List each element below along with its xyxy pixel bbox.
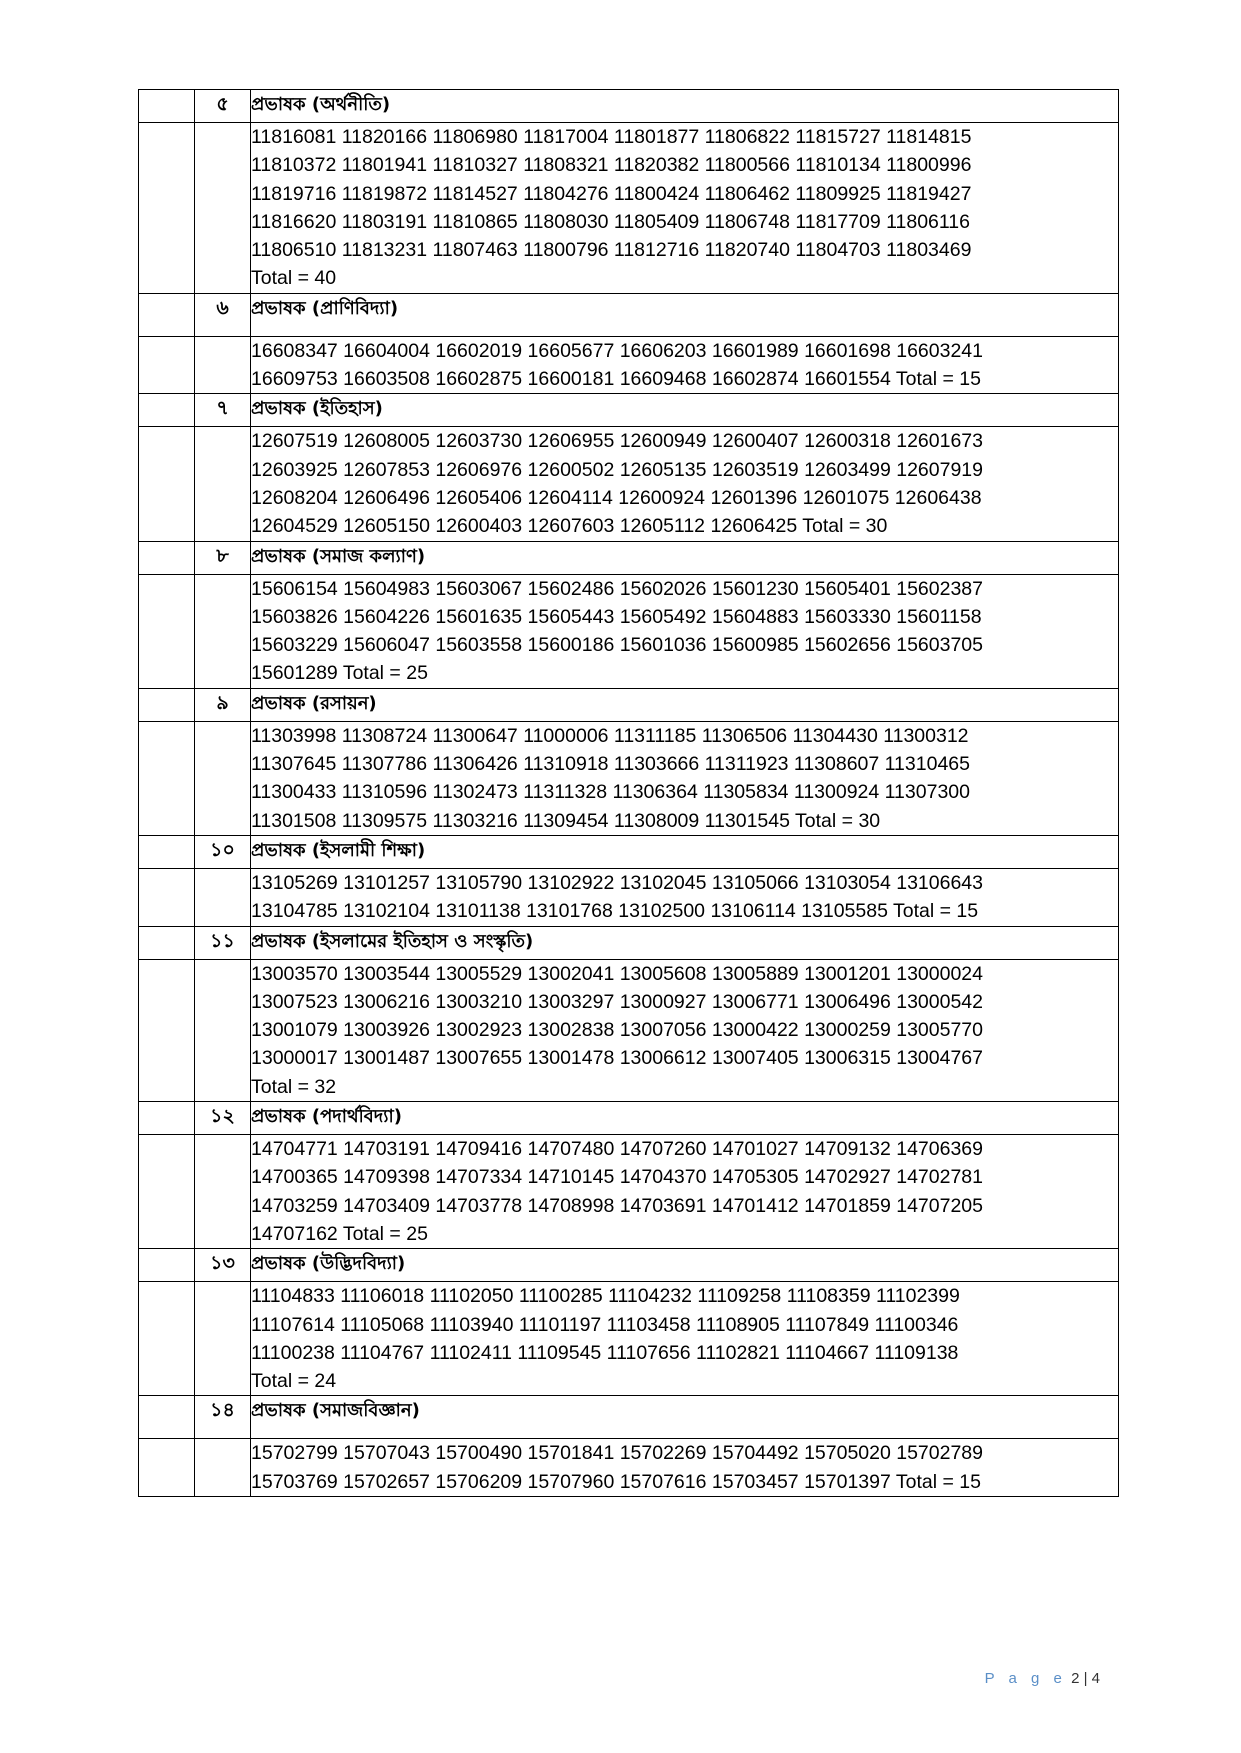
section-header-row — [139, 1249, 1119, 1282]
blank-cell — [195, 868, 251, 926]
section-rolls-row — [139, 721, 1119, 835]
section-number: ১৪ — [195, 1396, 251, 1439]
blank-cell — [139, 721, 195, 835]
blank-cell — [195, 574, 251, 688]
blank-cell — [139, 1249, 195, 1282]
blank-cell — [139, 293, 195, 336]
page-footer — [985, 1670, 1100, 1687]
page-number: 2 — [1071, 1670, 1080, 1687]
blank-cell — [139, 427, 195, 541]
blank-cell — [139, 959, 195, 1101]
blank-cell — [195, 427, 251, 541]
roll-list: 14704771 14703191 14709416 14707480 14707260 14701027 14709132 14706369 14700365 14709398 14707334 14710145 14704370 14705305 14702927 14702781 14703259 14703409 14703778 14708998 14703691 14701412 14701859 14707205 14707162 Total = 25 — [251, 1135, 1119, 1249]
section-rolls-row — [139, 959, 1119, 1101]
blank-cell — [139, 123, 195, 294]
section-rolls-row — [139, 427, 1119, 541]
section-rolls-row — [139, 1135, 1119, 1249]
blank-cell — [139, 1396, 195, 1439]
blank-cell — [195, 123, 251, 294]
blank-cell — [195, 1135, 251, 1249]
section-rolls-row — [139, 123, 1119, 294]
page-separator: | — [1083, 1670, 1088, 1687]
section-header-row — [139, 1102, 1119, 1135]
blank-cell — [139, 926, 195, 959]
section-header-row — [139, 688, 1119, 721]
section-rolls-row — [139, 336, 1119, 394]
section-header-row — [139, 90, 1119, 123]
section-header-row — [139, 835, 1119, 868]
section-rolls-row — [139, 1282, 1119, 1396]
section-rolls-row — [139, 868, 1119, 926]
blank-cell — [139, 1102, 195, 1135]
section-title: প্রভাষক (ইসলামের ইতিহাস ও সংস্কৃতি) — [251, 926, 1119, 959]
roll-list: 13003570 13003544 13005529 13002041 13005608 13005889 13001201 13000024 13007523 13006216 13003210 13003297 13000927 13006771 13006496 13000542 13001079 13003926 13002923 13002838 13007056 13000422 13000259 13005770 13000017 13001487 13007655 13001478 13006612 13007405 13006315 13004767 Total = 32 — [251, 959, 1119, 1101]
blank-cell — [139, 688, 195, 721]
roll-list: 15702799 15707043 15700490 15701841 15702269 15704492 15705020 15702789 15703769 15702657 15706209 15707960 15707616 15703457 15701397 Total = 15 — [251, 1439, 1119, 1497]
section-number: ৬ — [195, 293, 251, 336]
section-rolls-row — [139, 1439, 1119, 1497]
blank-cell — [195, 1439, 251, 1497]
section-number: ১০ — [195, 835, 251, 868]
roll-list: 11303998 11308724 11300647 11000006 11311185 11306506 11304430 11300312 11307645 11307786 11306426 11310918 11303666 11311923 11308607 11310465 11300433 11310596 11302473 11311328 11306364 11305834 11300924 11307300 11301508 11309575 11303216 11309454 11308009 11301545 Total = 30 — [251, 721, 1119, 835]
section-header-row — [139, 541, 1119, 574]
section-number: ৮ — [195, 541, 251, 574]
page-label: P a g e — [984, 1670, 1067, 1687]
section-number: ১১ — [195, 926, 251, 959]
blank-cell — [139, 394, 195, 427]
roll-list: 12607519 12608005 12603730 12606955 12600949 12600407 12600318 12601673 12603925 12607853 12606976 12600502 12605135 12603519 12603499 12607919 12608204 12606496 12605406 12604114 12600924 12601396 12601075 12606438 12604529 12605150 12600403 12607603 12605112 12606425 Total = 30 — [251, 427, 1119, 541]
roll-list: 15606154 15604983 15603067 15602486 15602026 15601230 15605401 15602387 15603826 15604226 15601635 15605443 15605492 15604883 15603330 15601158 15603229 15606047 15603558 15600186 15601036 15600985 15602656 15603705 15601289 Total = 25 — [251, 574, 1119, 688]
page-total: 4 — [1091, 1670, 1100, 1687]
section-rolls-row — [139, 574, 1119, 688]
section-title: প্রভাষক (রসায়ন) — [251, 688, 1119, 721]
blank-cell — [195, 721, 251, 835]
blank-cell — [139, 336, 195, 394]
section-number: ১২ — [195, 1102, 251, 1135]
section-title: প্রভাষক (সমাজ কল্যাণ) — [251, 541, 1119, 574]
section-title: প্রভাষক (প্রাণিবিদ্যা) — [251, 293, 1119, 336]
blank-cell — [139, 1135, 195, 1249]
section-number: ৫ — [195, 90, 251, 123]
blank-cell — [195, 959, 251, 1101]
blank-cell — [139, 868, 195, 926]
section-header-row — [139, 1396, 1119, 1439]
blank-cell — [139, 1282, 195, 1396]
blank-cell — [139, 835, 195, 868]
roll-list: 11816081 11820166 11806980 11817004 11801877 11806822 11815727 11814815 11810372 11801941 11810327 11808321 11820382 11800566 11810134 11800996 11819716 11819872 11814527 11804276 11800424 11806462 11809925 11819427 11816620 11803191 11810865 11808030 11805409 11806748 11817709 11806116 11806510 11813231 11807463 11800796 11812716 11820740 11804703 11803469 Total = 40 — [251, 123, 1119, 294]
roll-list: 16608347 16604004 16602019 16605677 16606203 16601989 16601698 16603241 16609753 16603508 16602875 16600181 16609468 16602874 16601554 Total = 15 — [251, 336, 1119, 394]
section-title: প্রভাষক (সমাজবিজ্ঞান) — [251, 1396, 1119, 1439]
section-number: ১৩ — [195, 1249, 251, 1282]
section-title: প্রভাষক (ইসলামী শিক্ষা) — [251, 835, 1119, 868]
section-number: ৭ — [195, 394, 251, 427]
section-header-row — [139, 293, 1119, 336]
blank-cell — [139, 574, 195, 688]
section-header-row — [139, 394, 1119, 427]
section-title: প্রভাষক (অর্থনীতি) — [251, 90, 1119, 123]
roll-list: 13105269 13101257 13105790 13102922 13102045 13105066 13103054 13106643 13104785 13102104 13101138 13101768 13102500 13106114 13105585 Total = 15 — [251, 868, 1119, 926]
result-table — [138, 89, 1119, 1497]
blank-cell — [139, 1439, 195, 1497]
blank-cell — [139, 541, 195, 574]
blank-cell — [139, 90, 195, 123]
section-title: প্রভাষক (উদ্ভিদবিদ্যা) — [251, 1249, 1119, 1282]
section-title: প্রভাষক (পদার্থবিদ্যা) — [251, 1102, 1119, 1135]
blank-cell — [195, 336, 251, 394]
section-header-row — [139, 926, 1119, 959]
section-title: প্রভাষক (ইতিহাস) — [251, 394, 1119, 427]
blank-cell — [195, 1282, 251, 1396]
roll-list: 11104833 11106018 11102050 11100285 11104232 11109258 11108359 11102399 11107614 11105068 11103940 11101197 11103458 11108905 11107849 11100346 11100238 11104767 11102411 11109545 11107656 11102821 11104667 11109138 Total = 24 — [251, 1282, 1119, 1396]
section-number: ৯ — [195, 688, 251, 721]
